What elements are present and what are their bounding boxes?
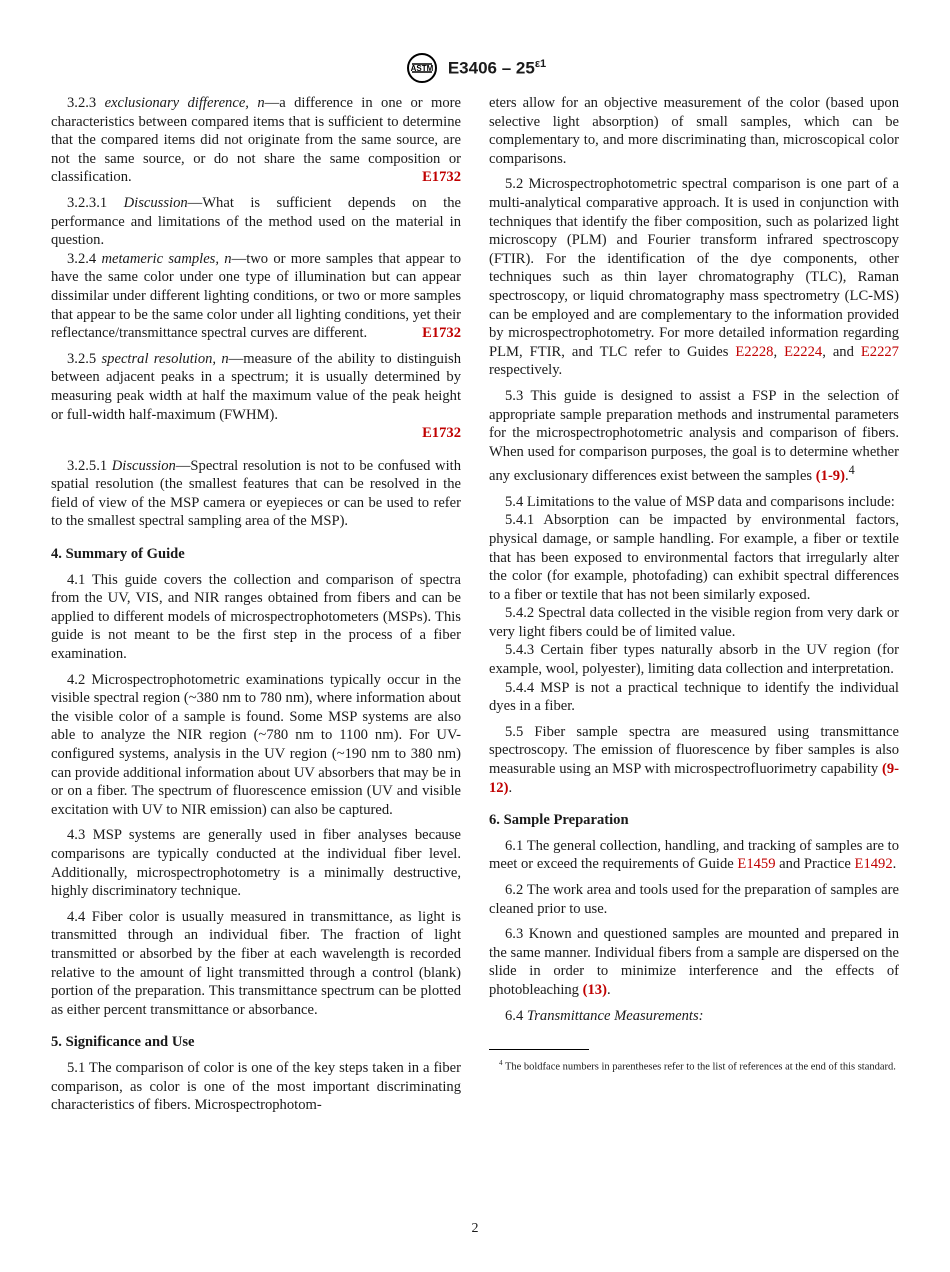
page-number: 2: [471, 1221, 479, 1236]
right-column: [489, 94, 899, 1075]
section-5-2: 5.2 Microspectrophotometric spectral comparison is one part of a multi-analytical comparative approach. It is used in conjunction with techniques that identify the fiber composition, such as polarized light microscopy (PLM) and Fourier transform infrared spectroscopy (FTIR). For the identification of the dye components, other techniques such as thin layer chromatography (TLC), Raman spectroscopy, or liquid chromatography mass spectrometry (LC-MS) can be employed and are complementary to the information provided by microspectrophotometry. For more detailed information regarding PLM, FTIR, and TLC refer to Guides E2228, E2224, and E2227 respectively.: [489, 176, 899, 379]
section-5-4-1: 5.4.1 Absorption can be impacted by environmental factors, physical damage, or sample handling. For example, a fiber or textile that has been exposed to environmental factors that irregularly alter the color (for example, photofading) can exhibit spectral differences to a fiber or textile that has not been similarly exposed.: [489, 512, 899, 603]
section-3-2-4: 3.2.4 metameric samples, n—two or more samples that appear to have the same color under one type of illumination but can appear dissimilar under different lighting conditions, or two or more samples that appear to be the same color under all lighting conditions, yet their reflectance/transmittance spectral curves are different. E1732: [51, 250, 461, 342]
section-5-4-2: 5.4.2 Spectral data collected in the visible region from very dark or very light fibers could be of limited value.: [489, 605, 899, 640]
section-6-1: 6.1 The general collection, handling, and tracking of samples are to meet or exceed the requirements of Guide E1459 and Practice E1492.: [489, 837, 899, 873]
ref-link-e2228[interactable]: E2228: [735, 343, 774, 360]
epsilon-superscript: ε1: [534, 57, 547, 70]
section-4-3: 4.3 MSP systems are generally used in fiber analyses because comparisons are typically conducted at the individual fiber level. Additionally, microspectrophotometry is a minimally destructive, highly discriminatory technique.: [51, 827, 461, 900]
section-5-3: 5.3 This guide is designed to assist a FSP in the selection of appropriate sample preparation methods and instrumental parameters for the microspectrophotometric analysis and comparison of fibers. When used for comparison purposes, the goal is to determine whether any exclusionary differences exist between the samples (1-9).$^4$: [489, 387, 899, 485]
ref-link-e2227[interactable]: E2227: [860, 343, 899, 360]
ref-link-e2224[interactable]: E2224: [784, 343, 823, 360]
footnote-rule: [489, 1049, 589, 1050]
citation-link-9-12[interactable]: 9-12: [489, 761, 899, 796]
astm-logo-icon: [404, 52, 440, 84]
standard-designation: $E3406 - 25^{\varepsilon 1}$: [447, 57, 547, 78]
section-3-2-5-1: 3.2.5.1 Discussion—Spectral resolution is not to be confused with spatial resolution (the smallest features that can be resolved in the field of view of the MSP camera or eyepieces or can be used to refer to the smallest spectral sampling area of the MSP).: [51, 457, 461, 530]
section-3-2-3: 3.2.3 exclusionary difference, n—a difference in one or more characteristics between compared items that is sufficient to determine that the compared items did not originate from the same source, are not the same source, or do not share the same composition or classification. E1732: [51, 95, 461, 186]
section-5-4: 5.4 Limitations to the value of MSP data and comparisons include:: [505, 493, 895, 510]
section-5-1: 5.1 The comparison of color is one of the key steps taken in a fiber comparison, as color is one of the most important discriminating characteristics of fibers. Microspectrophotom-: [51, 1059, 461, 1114]
page-header: [0, 52, 950, 84]
ref-link-e1732[interactable]: E1732: [422, 425, 461, 442]
section-5-4-3: 5.4.3 Certain fiber types naturally absorb in the UV region (for example, wool, polyester), limiting data collection and interpretation.: [489, 642, 899, 678]
section-6-4: 6.4 Transmittance Measurements:: [505, 1007, 704, 1024]
section-4-1: 4.1 This guide covers the collection and comparison of spectra from the UV, VIS, and NIR ranges obtained from fibers and can be applied to different models of microspectrophotometers (MSPs). This guide is not meant to be the first step in the process of a fiber examination.: [51, 571, 461, 663]
ref-link-e1459[interactable]: E1459: [737, 856, 776, 873]
section-4-4: 4.4 Fiber color is usually measured in transmittance, as light is transmitted through an individual fiber. The fraction of light transmitted or absorbed by the fiber at each wavelength is recorded relative to the amount of light transmitted through a control (blank) portion of the preparation. This transmittance spectrum can be plotted as either percent transmittance or absorbance.: [51, 908, 461, 1018]
section-6-3: 6.3 Known and questioned samples are mounted and prepared in the same manner. Individual fibers from a sample are dispersed on the slide in order to minimize interference and the effects of photobleaching (13).: [489, 926, 899, 998]
footnote-4: $^4$ The boldface numbers in parentheses refer to the list of references at the end of this standard.: [499, 1059, 896, 1073]
section-5-1-continued: eters allow for an objective measurement of the color (based upon selective light absorption) of small samples, which can be complementary to, and more discriminating than, microscopical color comparisons.: [489, 95, 899, 167]
section-3-2-5: 3.2.5 spectral resolution, n—measure of the ability to distinguish between adjacent peaks in a spectrum; it is usually determined by measuring peak width at half the maximum value of the peak height or full-width half-maximum (FWHM). E1732: [51, 350, 461, 442]
ref-link-e1492[interactable]: E1492: [854, 856, 893, 873]
citation-link-1-9[interactable]: 1-9: [820, 468, 841, 485]
ref-link-e1732[interactable]: E1732: [422, 325, 461, 342]
section-6-2: 6.2 The work area and tools used for the preparation of samples are cleaned prior to use.: [489, 882, 899, 917]
ref-link-e1732[interactable]: E1732: [422, 169, 461, 186]
heading-summary-of-guide: 4. Summary of Guide: [51, 546, 185, 563]
heading-significance-and-use: 5. Significance and Use: [51, 1034, 195, 1051]
left-column: [51, 94, 461, 1122]
section-4-2: 4.2 Microspectrophotometric examinations typically occur in the visible spectral region (~380 nm to 780 nm), where information about the visible color of a sample is found. Some MSP systems are also able to analyze the NIR region (~780 nm to 1100 nm). For UV-configured systems, analysis in the UV region (~190 nm to 380 nm) can provide additional information about UV absorbers that may be in or on a fiber. The spectrum of fluorescence emission (UV and visible excitation with UV to NIR emission) can also be captured.: [51, 671, 461, 818]
section-5-5: 5.5 Fiber sample spectra are measured using transmittance spectroscopy. The emission of fluorescence by fiber samples is also measurable using an MSP with microspectrofluorimetry capability (9-12).: [489, 723, 899, 796]
footnote-marker[interactable]: 4: [848, 463, 855, 478]
svg-text:ASTM: ASTM: [410, 64, 434, 73]
section-3-2-3-1: 3.2.3.1 Discussion—What is sufficient depends on the performance and limitations of the method used on the material in question.: [51, 194, 461, 249]
section-5-4-4: 5.4.4 MSP is not a practical technique to identify the individual dyes in a fiber.: [489, 679, 899, 715]
heading-sample-preparation: 6. Sample Preparation: [489, 812, 629, 829]
citation-link-13[interactable]: 13: [587, 981, 603, 998]
